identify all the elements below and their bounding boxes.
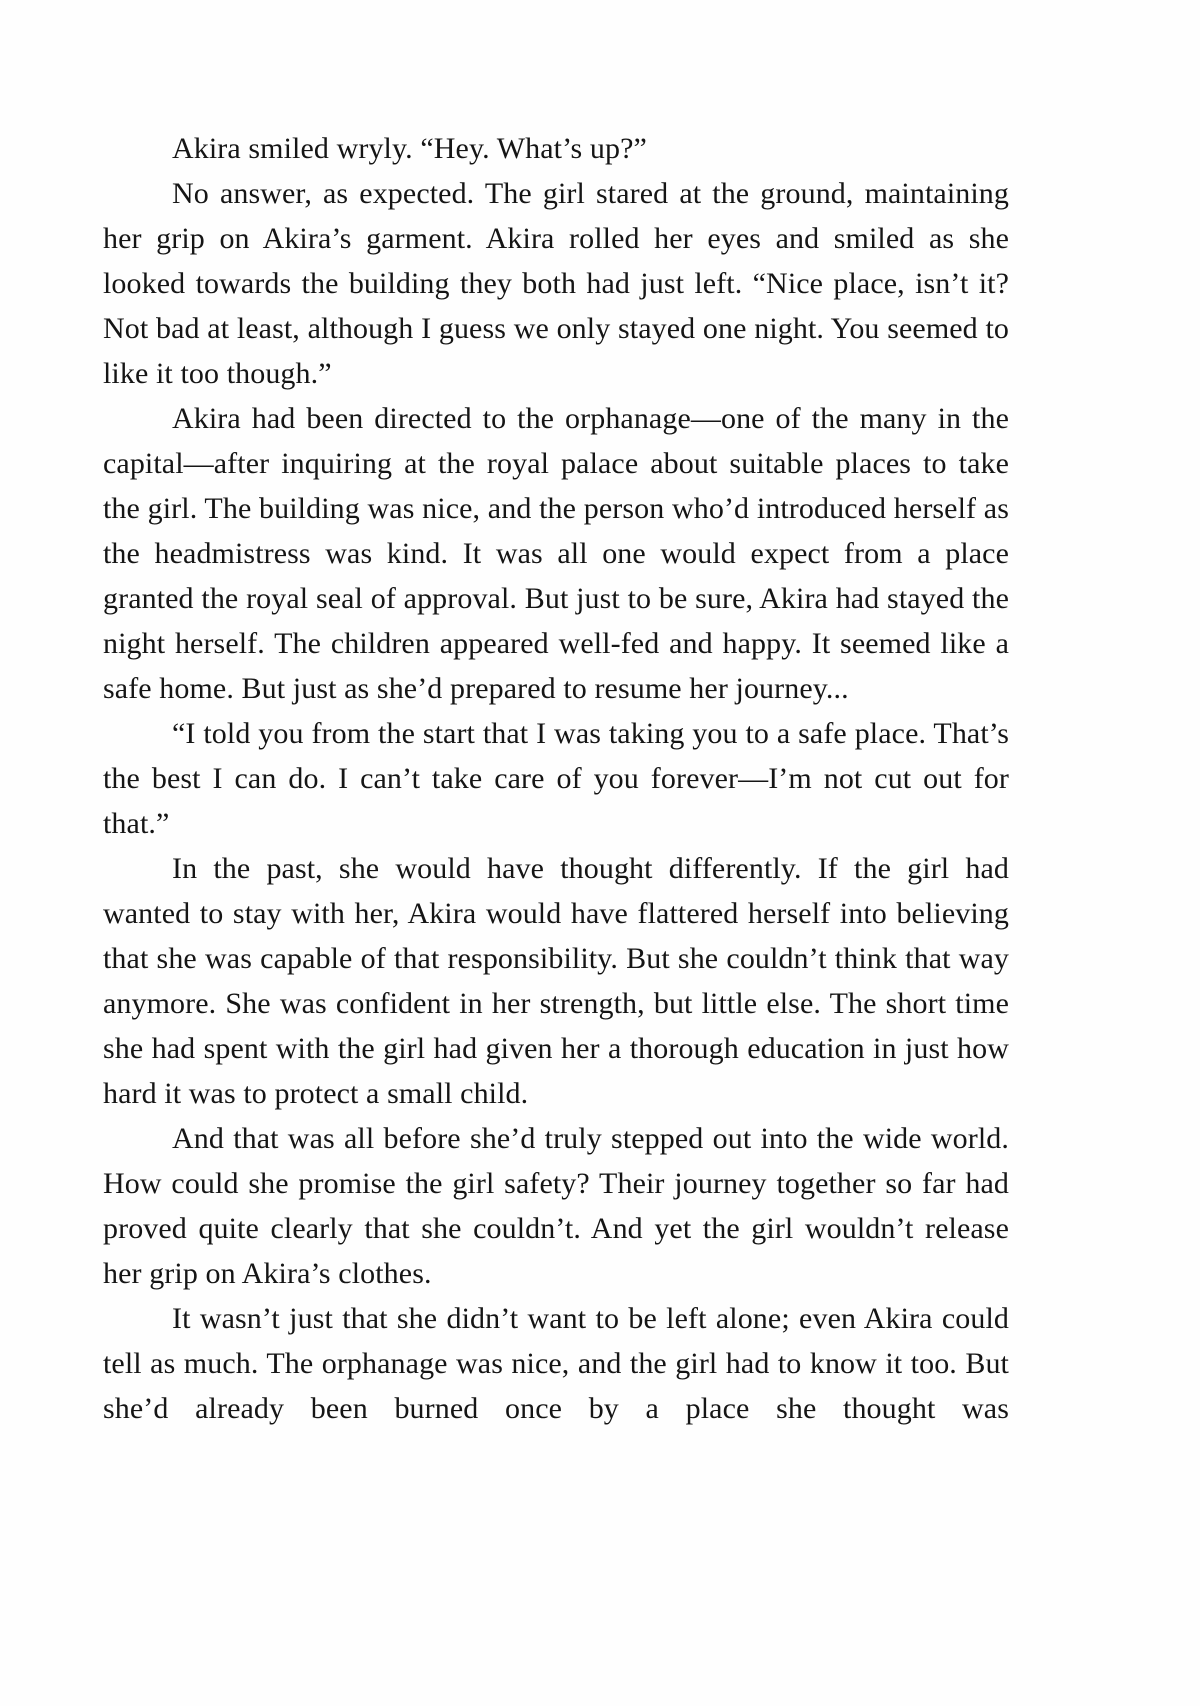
- paragraph-girl-feelings: It wasn’t just that she didn’t want to be left alone; even Akira could tell as much. The orphanage was nice, and the girl had to know it too. But she’d already been burned once by a place she thought was: [103, 1302, 1009, 1425]
- paragraph-orphanage-backstory: Akira had been directed to the orphanage—one of the many in the capital—after inquiring at the royal palace about suitable places to take the girl. The building was nice, and the person who’d introduced herself as the headmistress was kind. It was all one would expect from a place granted the royal seal of approval. But just to be sure, Akira had stayed the night herself. The children appeared well-fed and happy. It seemed like a safe home. But just as she’d prepared to resume her journey...: [103, 402, 1009, 705]
- paragraph-dialogue-safe-place: “I told you from the start that I was taking you to a safe place. That’s the best I can do. I can’t take care of you forever—I’m not cut out for that.”: [103, 717, 1009, 840]
- page-text: [103, 126, 1009, 1431]
- paragraph-reflection-past: In the past, she would have thought differently. If the girl had wanted to stay with her, Akira would have flattered herself into believing that she was capable of that responsibility. But she couldn’t think that way anymore. She was confident in her strength, but little else. The short time she had spent with the girl had given her a thorough education in just how hard it was to protect a small child.: [103, 852, 1009, 1110]
- paragraph-reflection-safety: And that was all before she’d truly stepped out into the wide world. How could she promise the girl safety? Their journey together so far had proved quite clearly that she couldn’t. And yet the girl wouldn’t release her grip on Akira’s clothes.: [103, 1122, 1009, 1290]
- paragraph-no-answer: No answer, as expected. The girl stared at the ground, maintaining her grip on Akira’s garment. Akira rolled her eyes and smiled as she looked towards the building they both had just left. “Nice place, isn’t it? Not bad at least, although I guess we only stayed one night. You seemed to like it too though.”: [103, 177, 1009, 390]
- paragraph-dialogue-greeting: Akira smiled wryly. “Hey. What’s up?”: [172, 132, 647, 165]
